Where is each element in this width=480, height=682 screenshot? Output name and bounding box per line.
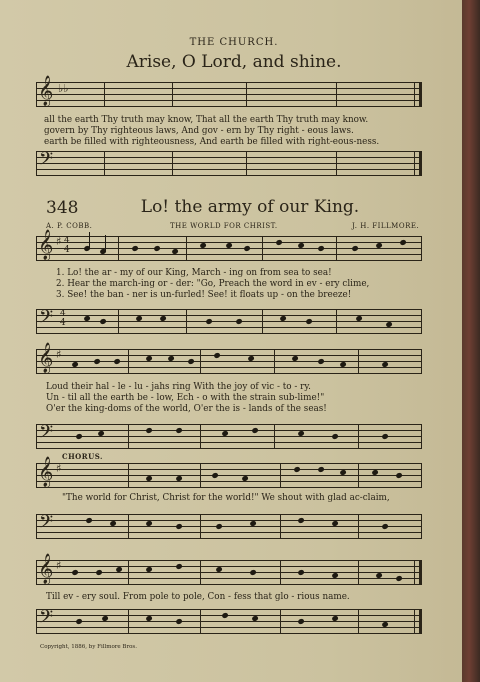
verse-line-2-1: Loud their hal - le - lu - jahs ring With the joy of vic - to - ry.	[46, 382, 311, 392]
treble-staff-final	[36, 554, 422, 584]
verse-line-1-3: 3. See! the ban - ner is un-furled! See! it floats up - on the breeze!	[56, 290, 352, 300]
key-signature-flats: ♭♭	[58, 82, 69, 95]
treble-clef-icon: 𝄞	[38, 76, 54, 106]
verse-line-1-1: 1. Lo! the ar - my of our King, March - ing on from sea to sea!	[56, 268, 332, 278]
bass-clef-icon: 𝄢	[39, 149, 54, 174]
bass-staff-chorus	[36, 514, 422, 538]
treble-clef-icon: 𝄞	[38, 343, 54, 373]
bass-staff-2	[36, 424, 422, 448]
hymn-title: Lo! the army of our King.	[140, 197, 360, 217]
hymn-number: 348	[46, 198, 79, 218]
bass-clef-icon: 𝄢	[39, 422, 54, 447]
bass-staff-final	[36, 609, 422, 633]
key-signature-sharp: ♯	[56, 348, 62, 361]
hymn-subtitle: THE WORLD FOR CHRIST.	[170, 222, 278, 230]
treble-clef-icon: 𝄞	[38, 457, 54, 487]
previous-hymn-title: Arise, O Lord, and shine.	[126, 52, 342, 72]
copyright-notice: Copyright, 1886, by Fillmore Bros.	[40, 644, 137, 650]
bass-staff-1	[36, 309, 422, 333]
treble-clef-icon: 𝄞	[38, 554, 54, 584]
bass-clef-icon: 𝄢	[39, 607, 54, 632]
bass-clef-icon: 𝄢	[39, 307, 54, 332]
prev-lyric-line-1: all the earth Thy truth may know, That all the earth Thy truth may know.	[44, 115, 369, 125]
treble-staff-2	[36, 343, 422, 373]
bass-staff-prev	[36, 151, 422, 175]
verse-line-1-2: 2. Hear the march-ing or - der: "Go, Preach the word in ev - ery clime,	[56, 279, 370, 289]
verse-line-2-3: O'er the king-doms of the world, O'er the is - lands of the seas!	[46, 404, 327, 414]
prev-lyric-line-3: earth be filled with righteousness, And earth be filled with right-eous-ness.	[44, 137, 380, 147]
section-header: THE CHURCH.	[189, 37, 279, 48]
hymn-author: A. P. COBB.	[46, 222, 93, 230]
key-signature-sharp: ♯	[56, 235, 62, 248]
final-lyric-line: Till ev - ery soul. From pole to pole, Con - fess that glo - rious name.	[46, 592, 350, 602]
chorus-label: CHORUS.	[62, 452, 103, 461]
book-spine	[462, 0, 480, 682]
key-signature-sharp: ♯	[56, 559, 62, 572]
verse-line-2-2: Un - til all the earth be - low, Ech - o with the strain sub-lime!"	[46, 393, 325, 403]
bass-clef-icon: 𝄢	[39, 512, 54, 537]
treble-clef-icon: 𝄞	[38, 230, 54, 260]
treble-staff-prev	[36, 76, 422, 106]
treble-staff-chorus	[36, 457, 422, 487]
time-signature: 4 4	[60, 309, 66, 328]
time-signature: 4 4	[64, 236, 70, 255]
key-signature-sharp: ♯	[56, 462, 62, 475]
prev-lyric-line-2: govern by Thy righteous laws, And gov - ern by Thy right - eous laws.	[44, 126, 354, 136]
chorus-line-1: "The world for Christ, Christ for the world!" We shout with glad ac-claim,	[62, 493, 390, 503]
hymn-composer: J. H. FILLMORE.	[352, 222, 420, 230]
treble-staff-1	[36, 230, 422, 260]
